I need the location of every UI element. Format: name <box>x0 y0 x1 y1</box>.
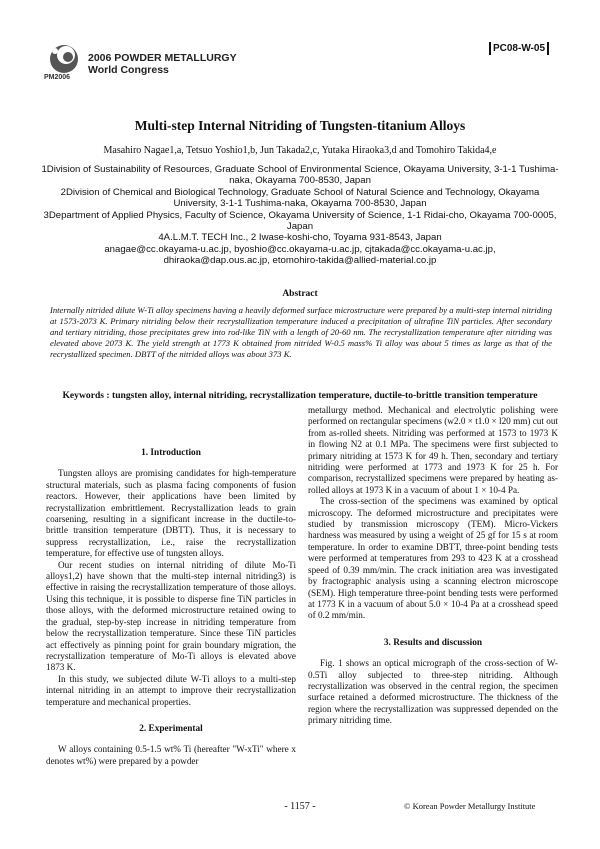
conference-name <box>88 52 237 76</box>
section-heading-introduction: 1. Introduction <box>141 448 201 458</box>
experimental-paragraph-3: The cross-section of the specimens was examined by optical microscopy. The deformed microstructure and precipitates were studied by transmission microscopy (TEM). Micro-Vickers hardness was measured by using a weight of 25 gf for 15 s at room temperature. In order to examine DBTT, three-point bending tests were performed at temperatures from 293 to 423 K at a crosshead speed of 0.39 mm/min. The crack initiation area was investigated by fractographic analysis using a scanning electron microscope (SEM). High temperature three-point bending tests were performed at 1773 K in a vacuum of about 5.0 × 10-4 Pa at a crosshead speed of 0.2 mm/min. <box>308 496 558 621</box>
conference-line-2: World Congress <box>88 64 169 76</box>
affiliation-1: 1Division of Sustainability of Resources, Graduate School of Environmental Science, Okayama University, 3-1-1 Tushima-naka, Okayama 700-8530, Japan <box>41 164 559 187</box>
results-paragraph-1: Fig. 1 shows an optical micrograph of the cross-section of W-0.5Ti alloy subjected to three-step nitriding. Although recrystallization was observed in the central region, the specimen surface retained a deformed microstructure. The thickness of the region where the recrystallization was suppressed depended on the primary nitriding time. <box>308 658 558 726</box>
abstract-heading: Abstract <box>282 289 318 299</box>
author-list: Masahiro Nagae1,a, Tetsuo Yoshio1,b, Jun Takada2,c, Yutaka Hiraoka3,d and Tomohiro Takida4,e <box>103 145 497 156</box>
emails-line-2: dhiraoka@dap.ous.ac.jp, etomohiro-takida@allied-material.co.jp <box>163 255 437 267</box>
right-column <box>308 405 558 727</box>
experimental-paragraph-2: metallurgy method. Mechanical and electrolytic polishing were performed on rectangular specimens (w2.0 × t1.0 × l20 mm) cut out from as-rolled sheets. Nitriding was performed at 1573 to 1973 K in flowing N2 at 0.1 MPa. The specimens were first subjected to primary nitriding at 1573 K for 49 h. Then, secondary and tertiary nitriding were performed at 1773 and 1973 K for 25 h. For comparison, recrystallized specimens were prepared by heating as-rolled alloys at 1973 K in a vacuum of about 1 × 10-4 Pa. <box>308 405 558 495</box>
paper-title: Multi-step Internal Nitriding of Tungsten-titanium Alloys <box>134 118 466 133</box>
affiliation-2: 2Division of Chemical and Biological Technology, Graduate School of Natural Science and Technology, Okayama University, 3-1-1 Tushima-naka, Okayama 700-8530, Japan <box>60 186 540 210</box>
page-number: - 1157 - <box>284 801 316 812</box>
intro-paragraph-2: Our recent studies on internal nitriding of dilute Mo-Ti alloys1,2) have shown that the multi-step internal nitriding3) is effective in raising the recrystallization temperature of those alloys. Using this technique, it is possible to disperse fine TiN particles in those alloys, with the deformed microstructure retained owing to the gradual, step-by-step increase in nitriding temperature from below the recrystallization temperature. Since these TiN particles act effectively as pinning point for grain boundary migration, the recrystallization temperature of Mo-Ti alloys is elevated above 1873 K. <box>46 559 296 673</box>
left-column <box>46 448 296 767</box>
experimental-paragraph-1: W alloys containing 0.5-1.5 wt% Ti (hereafter "W-xTi" where x denotes wt%) were prepared by a powder <box>46 744 296 766</box>
copyright-notice: © Korean Powder Metallurgy Institute <box>404 801 536 811</box>
abstract-text: Internally nitrided dilute W-Ti alloy specimens having a heavily deformed surface microstructure were prepared by a multi-step internal nitriding at 1573-2073 K. Primary nitriding below their recrystallization temperature induced a precipitation of ultrafine TiN particles. After secondary and tertiary nitriding, those precipitates grew into rod-like TiN with a length of 20-60 nm. The recrystallization temperature after nitriding was elevated above 2073 K. The yield strength at 1773 K obtained from nitrided W-0.5 mass% Ti alloy was about 5 times as large as that of the recrystallized specimen. DBTT of the nitrided alloys was about 373 K. <box>50 305 552 359</box>
affiliation-4: 4A.L.M.T. TECH Inc., 2 Iwase-koshi-cho, Toyama 931-8543, Japan <box>158 232 442 244</box>
bar-left-icon <box>489 42 491 55</box>
paper-code-text: PC08-W-05 <box>492 43 546 54</box>
affiliation-3: 3Department of Applied Physics, Faculty of Science, Okayama University of Science, 1-1 Ridai-cho, Okayama 700-0005, Japan <box>43 209 557 233</box>
logo-label: PM2006 <box>44 74 71 81</box>
affiliations <box>40 164 560 267</box>
conference-line-1: 2006 POWDER METALLURGY <box>88 52 237 64</box>
section-heading-results: 3. Results and discussion <box>383 637 483 648</box>
intro-paragraph-1: Tungsten alloys are promising candidates for high-temperature structural materials, such as plasma facing components of fusion reactors. However, their applications have been limited by recrystallization embrittlement. Recrystallization leads to grain coarsening, resulting in a significant increase in the ductile-to-brittle transition temperature (DBTT). Thus, it is necessary to suppress recrystallization, i.e., raise the recrystallization temperature, for effective use of tungsten alloys. <box>46 468 296 559</box>
section-heading-experimental: 2. Experimental <box>139 723 203 734</box>
paper-code <box>482 42 556 55</box>
emails-line-1: anagae@cc.okayama-u.ac.jp, byoshio@cc.okayama-u.ac.jp, cjtakada@cc.okayama-u.ac.jp, <box>104 243 496 255</box>
keywords: Keywords : tungsten alloy, internal nitriding, recrystallization temperature, ductile-to-brittle transition temperature <box>62 390 538 401</box>
intro-paragraph-3: In this study, we subjected dilute W-Ti alloys to a multi-step internal nitriding in an attempt to improve their recrystallization temperature and mechanical properties. <box>46 673 296 707</box>
bar-right-icon <box>547 42 549 55</box>
